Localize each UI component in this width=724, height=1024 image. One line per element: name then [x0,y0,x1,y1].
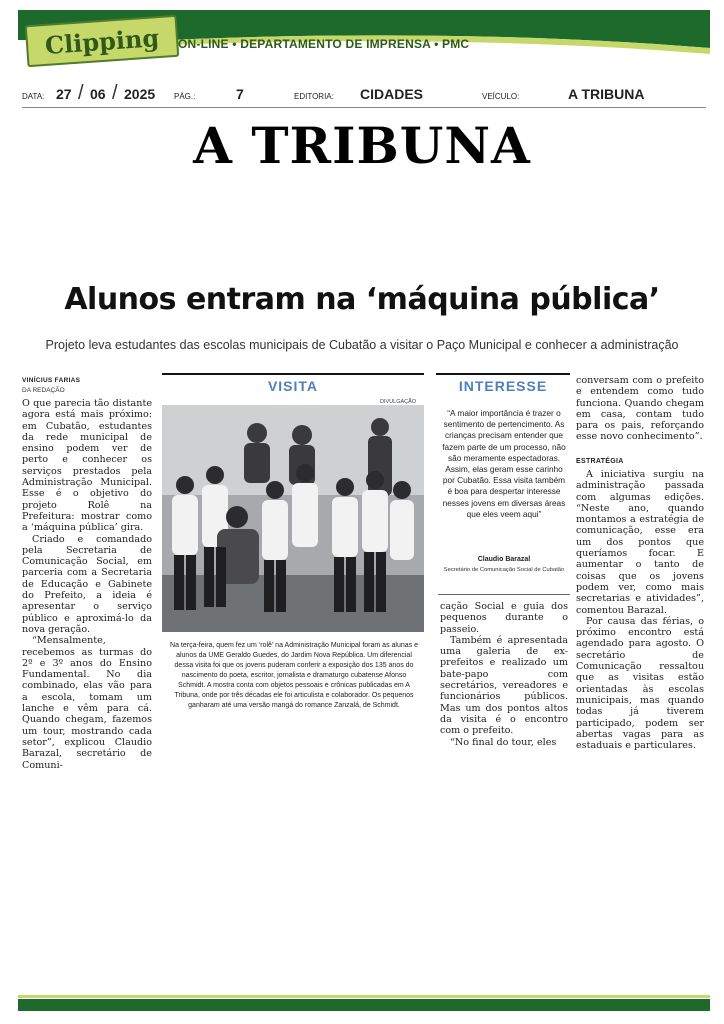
veiculo-value: A TRIBUNA [568,86,645,102]
editoria-value: CIDADES [360,86,424,102]
quote-author: Claudio Barazal [477,556,531,563]
article-author: VINÍCIUS FARIAS [22,377,81,384]
paragraph: “Mensalmente, recebemos as turmas do 2º e 3º anos do Ensino Fundamental. No dia combinado, elas vão para a escola, tomam um lanche e vêm para cá. Quando chegam, fazemos um tour, mostrando cada setor”, explicou Claudio Barazal, secretário de Comuni- [22,635,152,771]
date-day: 27 [56,86,72,102]
visita-rule [162,373,424,375]
article-headline: Alunos entram na ‘máquina pública’ [64,282,660,317]
article-column-4-top [576,375,704,443]
interesse-rule [436,373,570,375]
paragraph: “No final do tour, eles [450,736,557,748]
paragraph: O que parecia tão distante agora está mais próximo: em Cubatão, estudantes da rede municipal de ensino podem ver de perto e conhecer os serviços prestados pela Administração Municipal. Esse é o objetivo do projeto Rolê na Prefeitura: mostrar como a ‘máquina pública’ gira. [22,398,152,534]
photo-caption: Na terça-feira, quem fez um ‘rolê’ na Administração Municipal foram as alunas e alunos da UME Geraldo Guedes, do Jardim Nova República. Um diferencial dessa visita foi que os jovens puderam conferir a exposição dos 135 anos do nascimento do poeta, escritor, jornalista e dramaturgo cubatense Afonso Schmidt. A mostra conta com objetos pessoais e crônicas publicadas em A Tribuna, onde por três décadas ele foi articulista e colaborador. Os pequenos ganharam até uma versão mangá do romance Zanzalá, de Schmidt. [170,642,418,709]
date-separator: / [78,82,84,104]
visita-label: VISITA [267,378,319,394]
date-label: DATA: [22,92,45,101]
article-column-3 [440,601,568,748]
article-column-1 [22,398,152,771]
paragraph: A iniciativa surgiu na administração passada com algumas edições. “Neste ano, quando montamos a estratégia de comunicação, esse era um dos pontos que queríamos focar. E aumentar o tanto de coisas que os jovens podem ver, como mais secretarias e atividades”, comentou Barazal. [576,469,704,616]
clipping-footer-bar [18,995,710,1011]
clipping-logo-text: Clipping [44,22,160,60]
page-number: 7 [236,86,244,102]
quote-divider [438,594,570,595]
page-label: PÁG.: [174,92,196,101]
photo-credit: DIVULGAÇÃO [380,399,417,405]
date-month: 06 [90,86,106,102]
newspaper-masthead: A TRIBUNA [193,116,531,175]
paragraph: cação Social e guia dos pequenos durante o passeio. [440,601,568,635]
paragraph: Também é apresentada uma galeria de ex-prefeitos e realizado um bate-papo com secretários, vereadores e funcionários públicos. Mas um dos pontos altos da visita é o encontro com o prefeito. [440,634,568,737]
group-photo-illustration [162,405,424,632]
article-author-desk: DA REDAÇÃO [22,387,65,394]
clipping-meta-row [22,84,702,106]
editoria-label: EDITORIA: [294,92,334,101]
paragraph: Criado e comandado pela Secretaria de Comunicação Social, em parceria com a Secretaria de Educação e Gabinete do Prefeito, a ideia é apresentar o serviço público e aproximá-lo da nova geração. [22,533,152,635]
interesse-label: INTERESSE [458,378,548,394]
clipping-tagline: ON-LINE • DEPARTAMENTO DE IMPRENSA • PMC [178,37,470,51]
article-subhead: Projeto leva estudantes das escolas municipais de Cubatão a visitar o Paço Municipal e conhecer a administração [45,338,679,352]
section-subtitle: ESTRATÉGIA [576,458,624,465]
footer-band [18,995,710,1011]
paragraph: Por causa das férias, o próximo encontro está agendado para agosto. O secretário de Comunicação ressaltou que as visitas estão orientadas às escolas municipais, mas quando todas já tiverem participado, podem ser abertas vagas para as estaduais e particulares. [576,615,704,752]
veiculo-label: VEÍCULO: [482,92,520,101]
quote-author-role: Secretário de Comunicação Social de Cubatão [443,567,565,573]
visit-photo [162,405,424,632]
pull-quote: “A maior importância é trazer o sentimento de pertencimento. As crianças precisam entender que fazem parte de um processo, não são meramente espectadoras. Assim, elas geram esse carinho por Cubatão. Essa visita também é boa para despertar interesse nesses jovens em diversas áreas que eles veem aqui” [442,408,566,519]
paragraph: conversam com o prefeito e entendem como tudo funciona. Quando chegam em casa, contam tudo para os pais, reforçando esse novo conhecimento”. [576,375,704,443]
article-column-4 [576,469,704,751]
date-year: 2025 [124,86,156,102]
meta-divider [22,107,706,108]
date-separator: / [112,82,118,104]
